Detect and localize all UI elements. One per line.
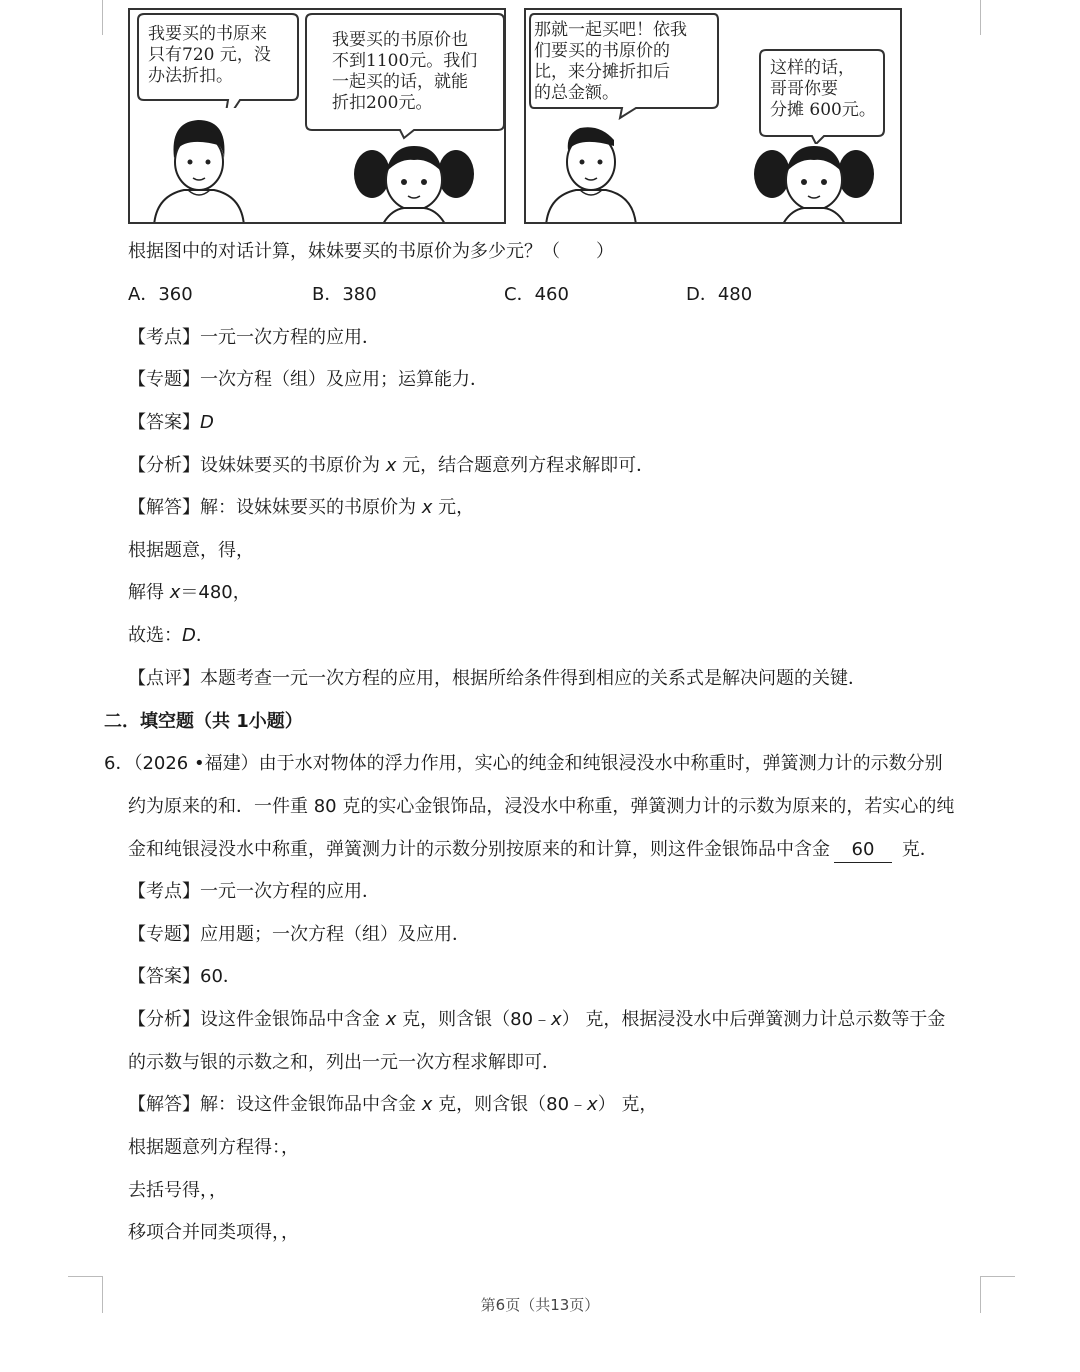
q6-fenxi (128, 1008, 945, 1032)
girl-illustration (352, 138, 476, 224)
q6-line-3 (128, 838, 938, 863)
boy-illustration (148, 110, 248, 224)
q5-option-a: A．360 (128, 284, 193, 305)
tag-label: 【分析】 (128, 1009, 200, 1030)
zhuanti-text: 一次方程（组）及应用；运算能力． (200, 369, 488, 390)
q6-daan (128, 965, 241, 989)
fenxi-text: 设妹妹要买的书原价为 (200, 455, 386, 476)
q5-option-c: C．460 (504, 284, 569, 305)
kaodian-text: 一元一次方程的应用． (200, 327, 380, 348)
q5-fenxi (128, 454, 654, 478)
boy-illustration (540, 110, 640, 224)
tag-label: 【答案】 (128, 412, 200, 433)
variable: x (421, 1094, 433, 1115)
variable: x (421, 497, 433, 518)
boy-speech-text: 那就一起买吧！依我 们要买的书原价的 比，来分摊折扣后 的总金额。 (534, 20, 687, 103)
page-number: 第6页（共13页） (480, 1296, 600, 1314)
step-text: ． (195, 625, 214, 646)
girl-illustration (752, 138, 876, 224)
section-title: 二．填空题（共 1小题） (104, 711, 303, 732)
q5-zhuanti (128, 368, 488, 392)
tag-label: 【解答】 (128, 497, 200, 518)
q5-stem: 根据图中的对话计算，妹妹要买的书原价为多少元？（ ） (128, 241, 614, 262)
q5-option-d: D．480 (686, 284, 753, 305)
q6-zhuanti (128, 923, 470, 947)
q5-dianping (128, 667, 866, 691)
kaodian-text: 一元一次方程的应用． (200, 881, 380, 902)
q5-kaodian (128, 326, 380, 350)
q6-fenxi-line-2: 的示数与银的示数之和，列出一元一次方程求解即可． (128, 1052, 560, 1073)
tag-label: 【点评】 (128, 668, 200, 689)
tag-label: 【答案】 (128, 966, 200, 987)
dianping-text: 本题考查一元一次方程的应用，根据所给条件得到相应的关系式是解决问题的关键． (200, 668, 866, 689)
girl-speech-text: 这样的话， 哥哥你要 分摊 600元。 (770, 58, 876, 120)
jieda-text: 解：设这件金银饰品中含金 (200, 1094, 422, 1115)
fenxi-text: ） 克，根据浸没水中后弹簧测力计总示数等于金 (561, 1009, 946, 1030)
q5-daan (128, 411, 214, 435)
variable: D (182, 625, 196, 646)
answer-text: D (200, 412, 214, 433)
corner-mark-top-left (68, 0, 103, 35)
zhuanti-text: 应用题；一次方程（组）及应用． (200, 924, 470, 945)
fenxi-text: 设这件金银饰品中含金 (200, 1009, 386, 1030)
tag-label: 【解答】 (128, 1094, 200, 1115)
tag-label: 【考点】 (128, 881, 200, 902)
step-text: ＝480， (180, 582, 251, 603)
fenxi-text: 克，则含银（80﹣ (396, 1009, 552, 1030)
q6-jieda (128, 1093, 657, 1117)
tag-label: 【考点】 (128, 327, 200, 348)
answer-text: 60． (200, 966, 241, 987)
jieda-text: 解：设妹妹要买的书原价为 (200, 497, 422, 518)
q6-kaodian (128, 880, 380, 904)
step-text: 解得 (128, 582, 170, 603)
q6-line-1: 6．（2026 •福建）由于水对物体的浮力作用，实心的纯金和纯银浸没水中称重时，弹簧测力计的示数分别 (104, 753, 943, 774)
fenxi-text: 元，结合题意列方程求解即可． (396, 455, 655, 476)
jieda-text: 元， (432, 497, 475, 518)
variable: x (385, 455, 397, 476)
jieda-text: 克，则含银（80﹣ (432, 1094, 588, 1115)
q6-text: 金和纯银浸没水中称重，弹簧测力计的示数分别按原来的和计算，则这件金银饰品中含金 (128, 839, 830, 860)
boy-speech-text: 我要买的书原来 只有720 元，没 办法折扣。 (148, 24, 271, 86)
tag-label: 【专题】 (128, 924, 200, 945)
variable: x (385, 1009, 397, 1030)
comic-panel-2 (524, 8, 902, 224)
tag-label: 【分析】 (128, 455, 200, 476)
corner-mark-top-right (980, 0, 1015, 35)
q6-step-1: 根据题意列方程得：， (128, 1137, 299, 1158)
variable: x (169, 582, 181, 603)
variable: x (551, 1009, 562, 1030)
tag-label: 【专题】 (128, 369, 200, 390)
comic-panel-1 (128, 8, 506, 224)
q6-step-3: 移项合并同类项得，， (128, 1222, 299, 1243)
answer-blank: 60 (834, 838, 892, 863)
q5-step-3 (128, 624, 214, 648)
variable: x (587, 1094, 598, 1115)
q5-jieda (128, 496, 474, 520)
q6-step-2: 去括号得，， (128, 1180, 227, 1201)
q5-option-b: B．380 (312, 284, 377, 305)
girl-speech-text: 我要买的书原价也 不到1100元。我们 一起买的话，就能 折扣200元。 (332, 30, 478, 113)
q6-text: 克． (896, 839, 938, 860)
q6-line-2: 约为原来的和．一件重 80 克的实心金银饰品，浸没水中称重，弹簧测力计的示数为原来的，若实心的纯 (128, 796, 955, 817)
q5-step-1: 根据题意，得， (128, 540, 254, 561)
step-text: 故选： (128, 625, 182, 646)
q5-step-2 (128, 581, 251, 605)
jieda-text: ） 克， (597, 1094, 658, 1115)
